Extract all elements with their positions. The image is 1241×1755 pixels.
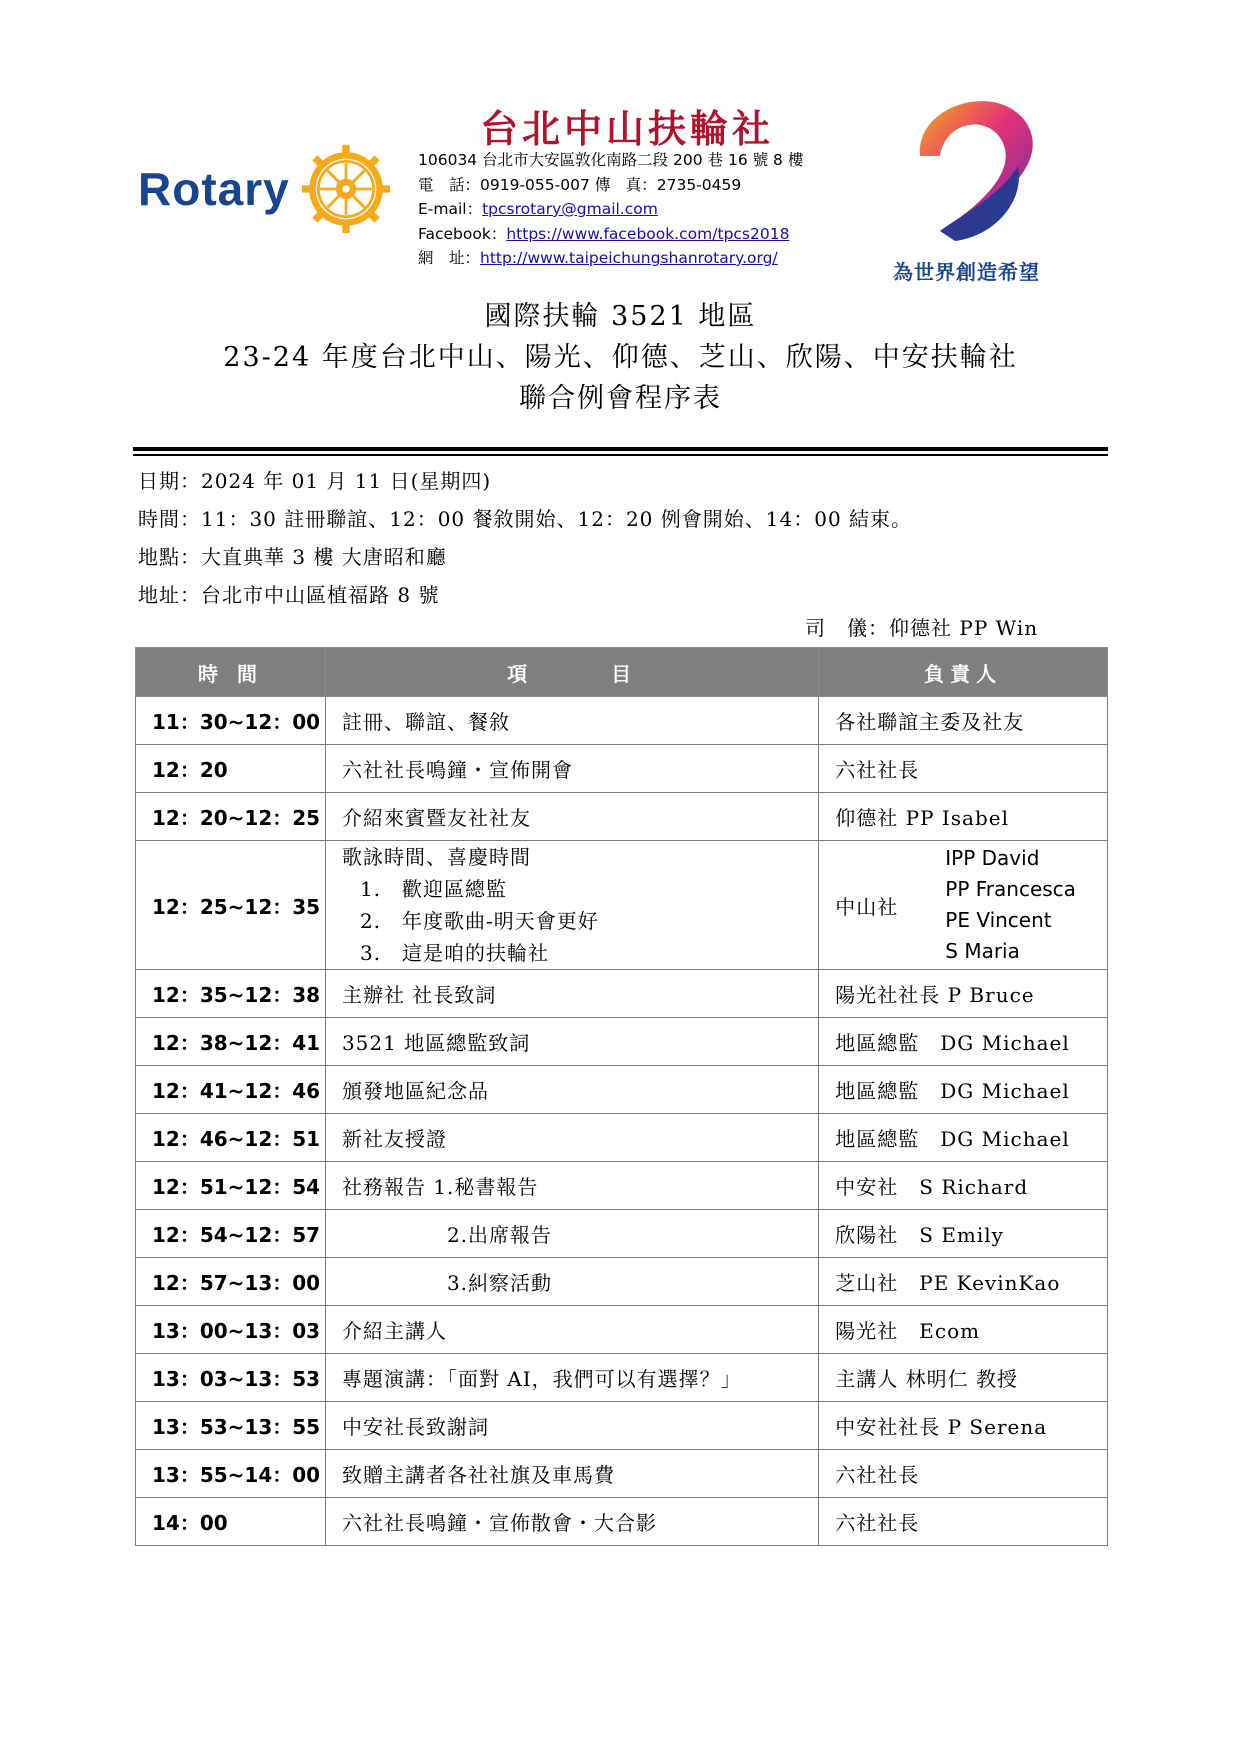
row-owner: 中安社社長 P Serena <box>819 1402 1108 1450</box>
row-item-cell <box>325 1258 818 1306</box>
row-item: 介紹主講人 <box>325 1306 818 1354</box>
divider-thick <box>133 447 1108 451</box>
info-address: 地址：台北市中山區植福路 8 號 <box>138 583 440 607</box>
facebook-link[interactable]: https://www.facebook.com/tpcs2018 <box>506 224 790 243</box>
rotary-wheel-icon <box>300 143 392 235</box>
row-time: 12：20 <box>136 745 326 793</box>
row-owner: 陽光社 Ecom <box>819 1306 1108 1354</box>
row-item: 新社友授證 <box>325 1114 818 1162</box>
master-of-ceremonies: 司 儀：仰德社 PP Win <box>805 616 1039 640</box>
row-item: 社務報告 1.秘書報告 <box>325 1162 818 1210</box>
facebook-line <box>418 222 803 247</box>
row-item: 3521 地區總監致詞 <box>325 1018 818 1066</box>
header-time: 時 間 <box>136 648 326 697</box>
row-item: 2.出席報告 <box>446 1223 553 1247</box>
divider-thin <box>133 454 1108 456</box>
contact-block <box>418 148 803 271</box>
title-district: 國際扶輪 3521 地區 <box>484 301 757 332</box>
row-time: 11：30~12：00 <box>136 697 326 745</box>
row-item: 致贈主講者各社社旗及車馬費 <box>325 1450 818 1498</box>
row-owner: 地區總監 DG Michael <box>819 1018 1108 1066</box>
table-row <box>136 697 1108 745</box>
row-item: 頒發地區紀念品 <box>325 1066 818 1114</box>
header-item: 項 目 <box>325 648 818 697</box>
meeting-info <box>138 462 912 614</box>
theme-logo-icon <box>900 86 1046 251</box>
list-item: 3. 這是咱的扶輪社 <box>359 941 550 965</box>
rotary-wordmark: Rotary <box>138 163 290 215</box>
row-owner <box>819 841 1108 970</box>
row-time: 13：55~14：00 <box>136 1450 326 1498</box>
table-row <box>136 1210 1108 1258</box>
email-label: E-mail： <box>418 200 483 218</box>
row-item-cell <box>325 1210 818 1258</box>
list-item: 2. 年度歌曲-明天會更好 <box>359 909 599 933</box>
row-owner: 地區總監 DG Michael <box>819 1114 1108 1162</box>
info-time: 時間：11：30 註冊聯誼、12：00 餐敘開始、12：20 例會開始、14：00 結束。 <box>138 507 913 531</box>
row-owner: 仰德社 PP Isabel <box>819 793 1108 841</box>
row-time: 14：00 <box>136 1498 326 1546</box>
phone-line: 電 話：0919-055-007 傳 真：2735-0459 <box>418 175 742 194</box>
title-program: 聯合例會程序表 <box>519 383 722 414</box>
row-owner: 中安社 S Richard <box>819 1162 1108 1210</box>
table-row <box>136 1498 1108 1546</box>
owner-names <box>945 843 1076 967</box>
owner-name: PP Francesca <box>945 877 1076 901</box>
row-time: 13：03~13：53 <box>136 1354 326 1402</box>
list-item: 1. 歡迎區總監 <box>359 877 508 901</box>
table-row <box>136 1018 1108 1066</box>
slogan: 為世界創造希望 <box>893 260 1040 284</box>
row-item-with-subitems <box>325 841 818 970</box>
document-titles <box>0 296 1241 419</box>
row-owner: 地區總監 DG Michael <box>819 1066 1108 1114</box>
row-owner: 六社社長 <box>819 1498 1108 1546</box>
table-row <box>136 1258 1108 1306</box>
owner-name: S Maria <box>945 939 1020 963</box>
row-item: 介紹來賓暨友社社友 <box>325 793 818 841</box>
address-line: 106034 台北市大安區敦化南路二段 200 巷 16 號 8 樓 <box>418 151 804 169</box>
website-label: 網 址： <box>418 249 481 267</box>
row-time: 12：51~12：54 <box>136 1162 326 1210</box>
row-time: 12：41~12：46 <box>136 1066 326 1114</box>
title-clubs: 23-24 年度台北中山、陽光、仰德、芝山、欣陽、中安扶輪社 <box>223 342 1018 373</box>
row-time: 12：57~13：00 <box>136 1258 326 1306</box>
table-header-row <box>136 648 1108 697</box>
row-time: 12：54~12：57 <box>136 1210 326 1258</box>
table-row <box>136 745 1108 793</box>
owner-club: 中山社 <box>835 894 899 919</box>
row-owner: 芝山社 PE KevinKao <box>819 1258 1108 1306</box>
row-item: 歌詠時間、喜慶時間 <box>341 845 531 869</box>
row-item: 六社社長鳴鐘・宣佈散會・大合影 <box>325 1498 818 1546</box>
row-owner: 六社社長 <box>819 1450 1108 1498</box>
rotary-logo <box>138 143 392 235</box>
row-time: 12：35~12：38 <box>136 970 326 1018</box>
owner-name: IPP David <box>945 846 1040 870</box>
row-time: 12：38~12：41 <box>136 1018 326 1066</box>
table-row <box>136 1162 1108 1210</box>
row-time: 12：46~12：51 <box>136 1114 326 1162</box>
table-row <box>136 793 1108 841</box>
row-time: 13：53~13：55 <box>136 1402 326 1450</box>
row-item: 專題演講：「面對 AI，我們可以有選擇？」 <box>325 1354 818 1402</box>
row-owner: 六社社長 <box>819 745 1108 793</box>
row-time: 12：25~12：35 <box>136 841 326 970</box>
row-item: 3.糾察活動 <box>446 1271 553 1295</box>
row-owner: 主講人 林明仁 教授 <box>819 1354 1108 1402</box>
website-link[interactable]: http://www.taipeichungshanrotary.org/ <box>480 249 778 267</box>
facebook-label: Facebook： <box>418 224 507 243</box>
row-owner: 欣陽社 S Emily <box>819 1210 1108 1258</box>
row-owner: 陽光社社長 P Bruce <box>819 970 1108 1018</box>
program-table <box>135 647 1108 1546</box>
row-owner: 各社聯誼主委及社友 <box>819 697 1108 745</box>
subitem-list <box>342 873 818 969</box>
row-time: 12：20~12：25 <box>136 793 326 841</box>
table-row <box>136 1450 1108 1498</box>
row-time: 13：00~13：03 <box>136 1306 326 1354</box>
row-item: 六社社長鳴鐘・宣佈開會 <box>325 745 818 793</box>
table-row <box>136 970 1108 1018</box>
table-row <box>136 1306 1108 1354</box>
table-row <box>136 1354 1108 1402</box>
row-item: 註冊、聯誼、餐敘 <box>325 697 818 745</box>
club-name: 台北中山扶輪社 <box>480 106 775 151</box>
table-row <box>136 1114 1108 1162</box>
info-place: 地點：大直典華 3 樓 大唐昭和廳 <box>138 545 447 569</box>
row-item: 中安社長致謝詞 <box>325 1402 818 1450</box>
email-link[interactable]: tpcsrotary@gmail.com <box>482 200 658 218</box>
website-line <box>418 246 803 271</box>
row-item: 主辦社 社長致詞 <box>325 970 818 1018</box>
header-owner: 負責人 <box>819 648 1108 697</box>
owner-name: PE Vincent <box>945 908 1052 932</box>
email-line <box>418 197 803 222</box>
info-date: 日期：2024 年 01 月 11 日(星期四) <box>138 469 492 493</box>
table-row <box>136 841 1108 970</box>
table-row <box>136 1066 1108 1114</box>
table-row <box>136 1402 1108 1450</box>
